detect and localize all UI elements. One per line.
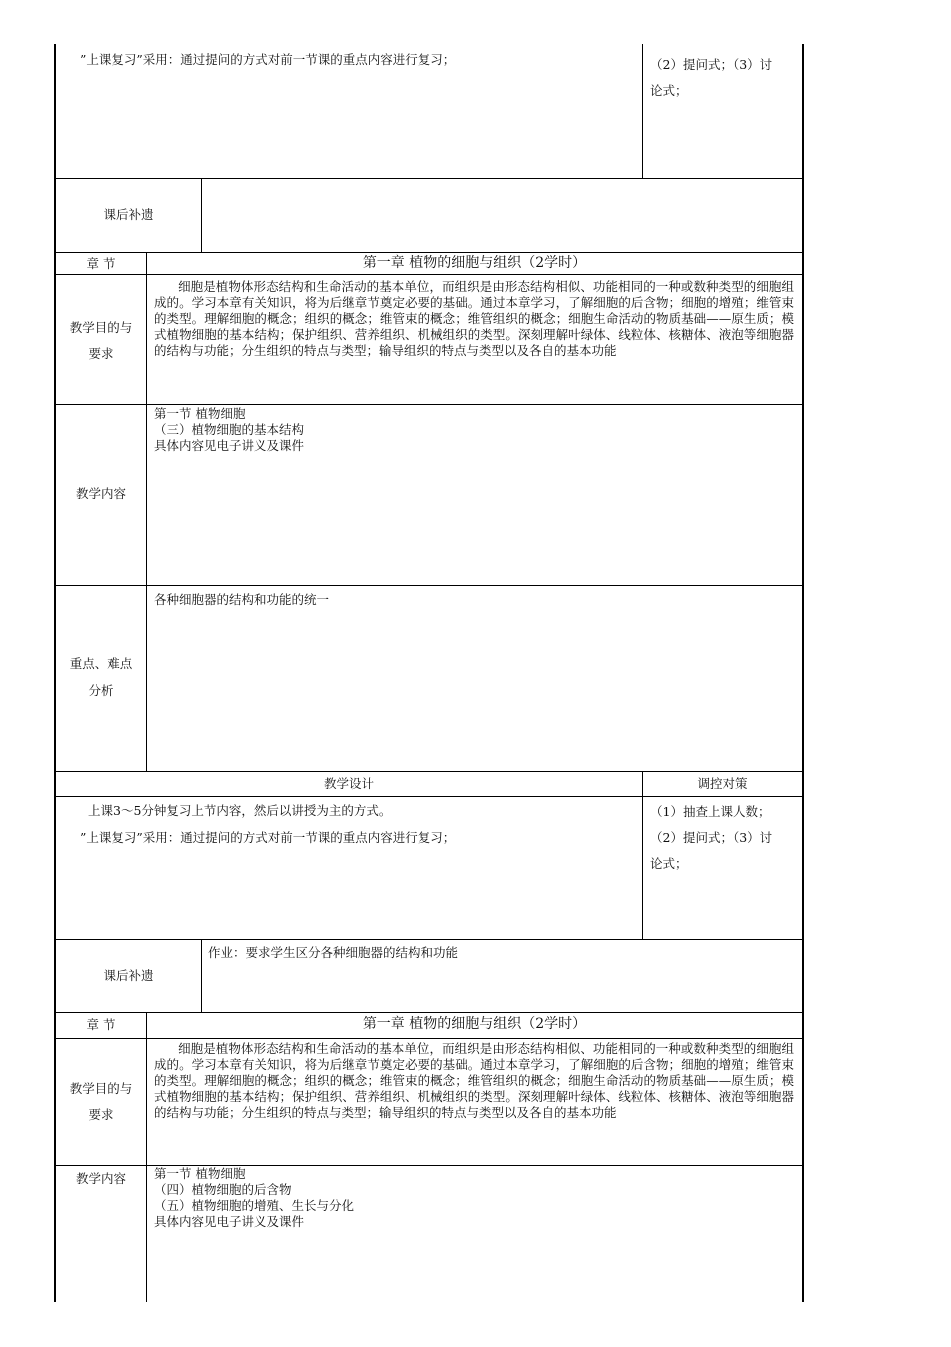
strategy-line: （1）抽查上课人数； <box>650 804 771 819</box>
goals-text-body: 细胞是植物体形态结构和生命活动的基本单位，而组织是由形态结构相似、功能相同的一种或数种类型的细胞组成的。学习本章有关知识，将为后继章节奠定必要的基础。通过本章学习，了解细胞的后含物；细胞的增殖；维管束的类型。理解细胞的概念；组织的概念；维管束的概念；维管组织的概念；细胞生命活动的物质基础——原生质；模式植物细胞的基本结构；保护组织、营养组织、机械组织的类型。深刻理解叶绿体、线粒体、核糖体、液泡等细胞器的结构与功能；分生组织的特点与类型；输导组织的特点与类型以及各自的基本功能 <box>154 1041 794 1120</box>
row-divider <box>55 178 803 179</box>
strategy-line: （2）提问式；（3）讨 <box>650 57 773 72</box>
col-divider <box>642 44 643 179</box>
col-divider <box>146 1012 147 1302</box>
strategy-line: （2）提问式；（3）讨 <box>650 830 773 845</box>
row-divider <box>55 585 803 586</box>
design-header: 教学设计 <box>323 776 374 791</box>
content-lines <box>154 1166 354 1230</box>
review-line: ”上课复习”采用：通过提问的方式对前一节课的重点内容进行复习； <box>80 52 456 67</box>
content-line: 第一节 植物细胞 <box>154 1166 246 1181</box>
row-divider <box>55 404 803 405</box>
col-divider <box>642 771 643 939</box>
after-class-text: 作业：要求学生区分各种细胞器的结构和功能 <box>208 945 459 960</box>
content-line: 第一节 植物细胞 <box>154 406 246 421</box>
chapter-title: 第一章 植物的细胞与组织（2学时） <box>362 1016 587 1032</box>
design-line: ”上课复习”采用：通过提问的方式对前一节课的重点内容进行复习； <box>80 830 456 845</box>
strategy-line: 论式； <box>650 856 688 871</box>
after-class-label: 课后补遗 <box>103 968 154 983</box>
content-label: 教学内容 <box>75 486 126 501</box>
col-divider <box>201 178 202 252</box>
content-line: 具体内容见电子讲义及课件 <box>154 1214 305 1229</box>
row-divider <box>55 1038 803 1039</box>
chapter-label: 章 节 <box>86 1017 116 1032</box>
goals-text-body: 细胞是植物体形态结构和生命活动的基本单位，而组织是由形态结构相似、功能相同的一种或数种类型的细胞组成的。学习本章有关知识，将为后继章节奠定必要的基础。通过本章学习，了解细胞的后含物；细胞的增殖；维管束的类型。理解细胞的概念；组织的概念；维管束的概念；维管组织的概念；细胞生命活动的物质基础——原生质；模式植物细胞的基本结构；保护组织、营养组织、机械组织的类型。深刻理解叶绿体、线粒体、核糖体、液泡等细胞器的结构与功能；分生组织的特点与类型；输导组织的特点与类型以及各自的基本功能 <box>154 279 794 358</box>
goals-text <box>154 279 794 359</box>
strategy-line: 论式； <box>650 83 688 98</box>
goals-label: 要求 <box>88 346 114 361</box>
chapter-title: 第一章 植物的细胞与组织（2学时） <box>362 255 587 271</box>
design-line: 上课3～5分钟复习上节内容，然后以讲授为主的方式。 <box>88 803 392 818</box>
right-border <box>802 44 804 1302</box>
goals-label: 要求 <box>88 1107 114 1122</box>
row-divider <box>55 274 803 275</box>
content-lines <box>154 406 304 454</box>
col-divider <box>146 252 147 772</box>
row-divider <box>55 1012 803 1013</box>
content-line: 具体内容见电子讲义及课件 <box>154 438 305 453</box>
chapter-label: 章 节 <box>86 256 116 271</box>
content-line: （四）植物细胞的后含物 <box>154 1182 292 1197</box>
after-class-label: 课后补遗 <box>103 207 154 222</box>
row-divider <box>55 796 803 797</box>
content-line: （五）植物细胞的增殖、生长与分化 <box>154 1198 355 1213</box>
content-label: 教学内容 <box>75 1171 126 1186</box>
key-label: 重点、难点 <box>69 656 133 671</box>
row-divider <box>55 939 803 940</box>
goals-text <box>154 1041 794 1121</box>
key-text: 各种细胞器的结构和功能的统一 <box>154 592 330 607</box>
col-divider <box>201 939 202 1012</box>
content-line: （三）植物细胞的基本结构 <box>154 422 305 437</box>
goals-label: 教学目的与 <box>69 320 133 335</box>
strategy-header: 调控对策 <box>697 776 748 791</box>
goals-label: 教学目的与 <box>69 1081 133 1096</box>
key-label: 分析 <box>88 683 114 698</box>
